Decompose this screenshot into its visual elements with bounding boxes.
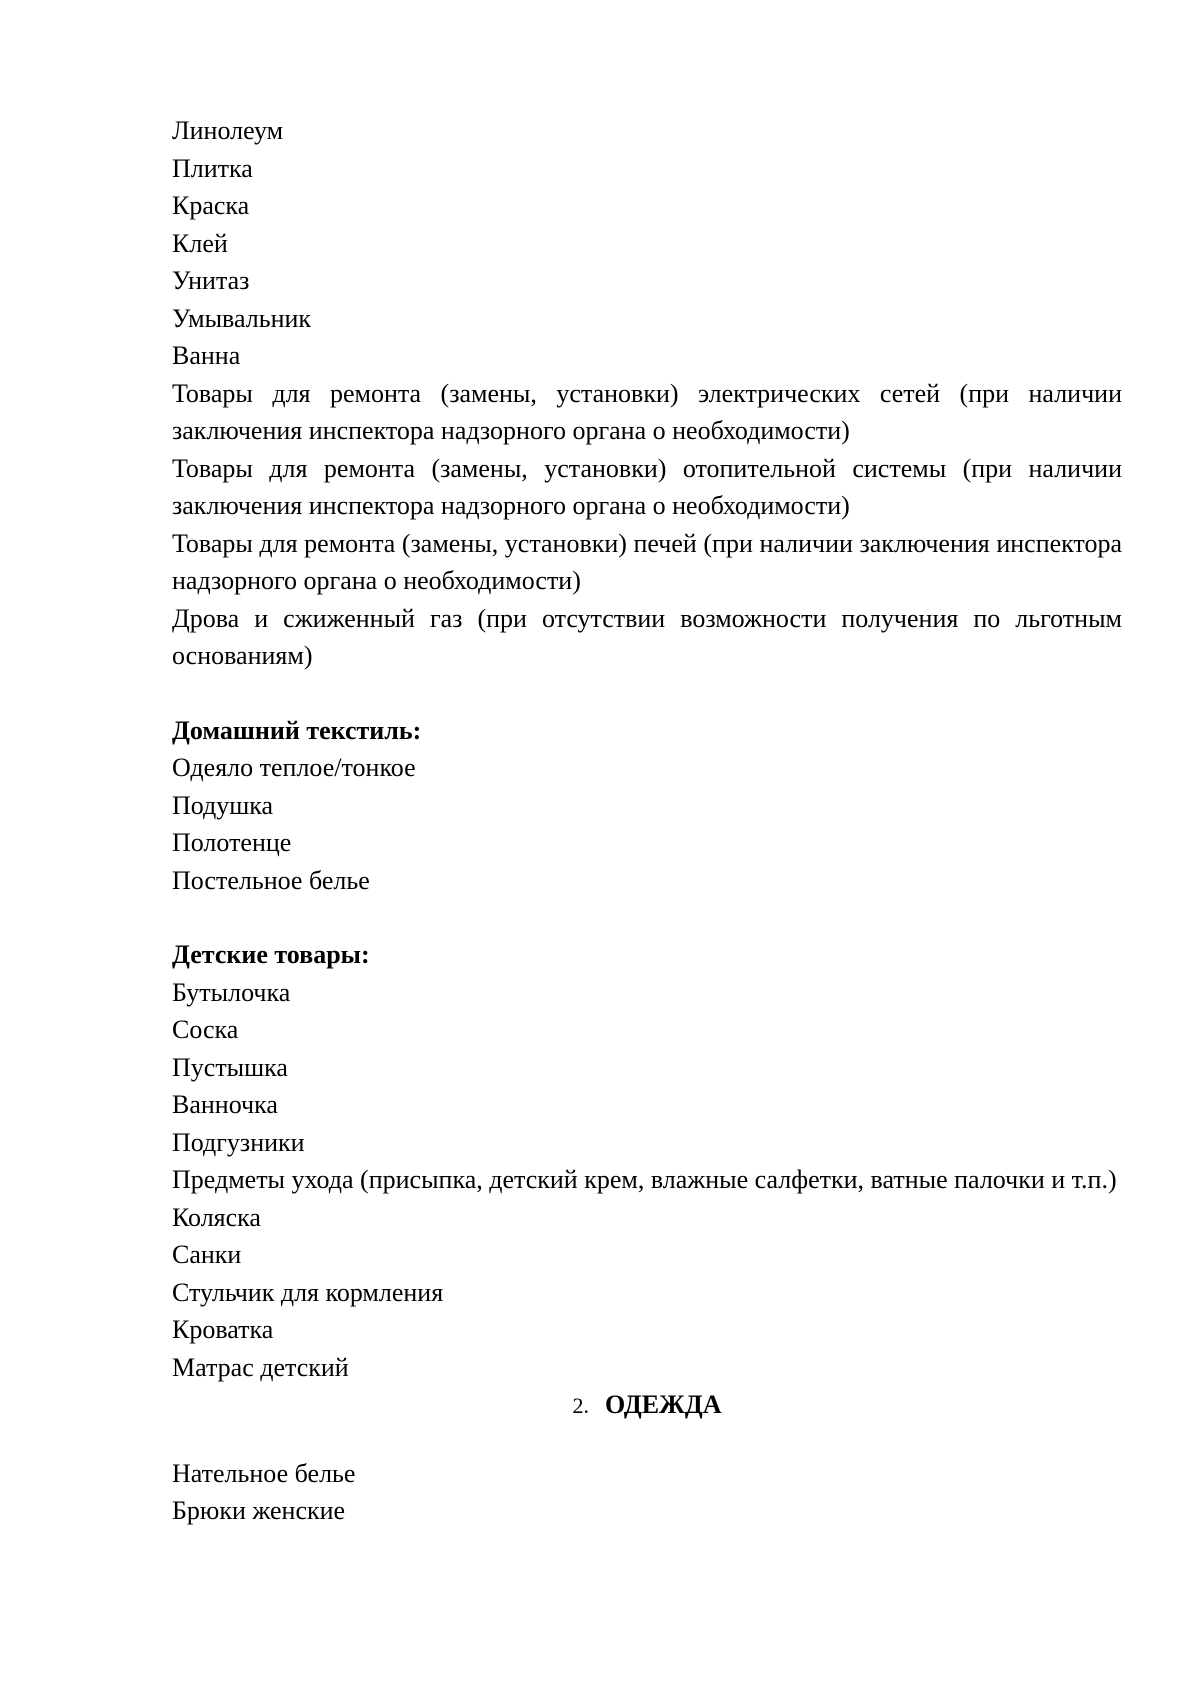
document-body <box>172 112 1122 1530</box>
list-item: Линолеум <box>172 116 284 145</box>
list-item: Матрас детский <box>172 1352 349 1382</box>
list-item: Пустышка <box>172 1052 288 1082</box>
list-item: Коляска <box>172 1202 261 1232</box>
list-item-paragraph: Товары для ремонта (замены, установки) печей (при наличии заключения инспектора надзорного органа о необходимости) <box>172 528 1122 595</box>
list-item: Плитка <box>172 153 253 183</box>
list-item: Подушка <box>172 790 274 820</box>
list-item: Ванна <box>172 341 241 370</box>
list-item-paragraph: Предметы ухода (присыпка, детский крем, влажные салфетки, ватные палочки и т.п.) <box>172 1165 1117 1194</box>
list-item: Одеяло теплое/тонкое <box>172 753 416 782</box>
list-item: Подгузники <box>172 1127 305 1157</box>
list-item-paragraph: Дрова и сжиженный газ (при отсутствии возможности получения по льготным основаниям) <box>172 603 1122 670</box>
home-textile-heading: Домашний текстиль: <box>172 715 422 745</box>
list-item: Санки <box>172 1240 242 1269</box>
list-item: Соска <box>172 1015 239 1044</box>
list-item: Унитаз <box>172 266 250 295</box>
section-heading <box>172 1386 1122 1425</box>
section-title: ОДЕЖДА <box>604 1390 722 1419</box>
list-item: Постельное белье <box>172 865 370 895</box>
list-item: Ванночка <box>172 1090 278 1119</box>
list-item-paragraph: Товары для ремонта (замены, установки) электрических сетей (при наличии заключения инспектора надзорного органа о необходимости) <box>172 378 1122 445</box>
list-item: Стульчик для кормления <box>172 1277 444 1307</box>
list-item: Умывальник <box>172 303 312 333</box>
list-item: Краска <box>172 191 250 220</box>
list-item: Кроватка <box>172 1315 274 1344</box>
list-item: Клей <box>172 228 228 258</box>
list-item: Нательное белье <box>172 1458 356 1488</box>
section-number: 2. <box>572 1393 589 1418</box>
list-item: Брюки женские <box>172 1496 346 1525</box>
kids-goods-heading: Детские товары: <box>172 940 370 969</box>
list-item: Бутылочка <box>172 977 291 1007</box>
list-item-paragraph: Товары для ремонта (замены, установки) отопительной системы (при наличии заключения инспектора надзорного органа о необходимости) <box>172 453 1122 520</box>
list-item: Полотенце <box>172 828 292 857</box>
